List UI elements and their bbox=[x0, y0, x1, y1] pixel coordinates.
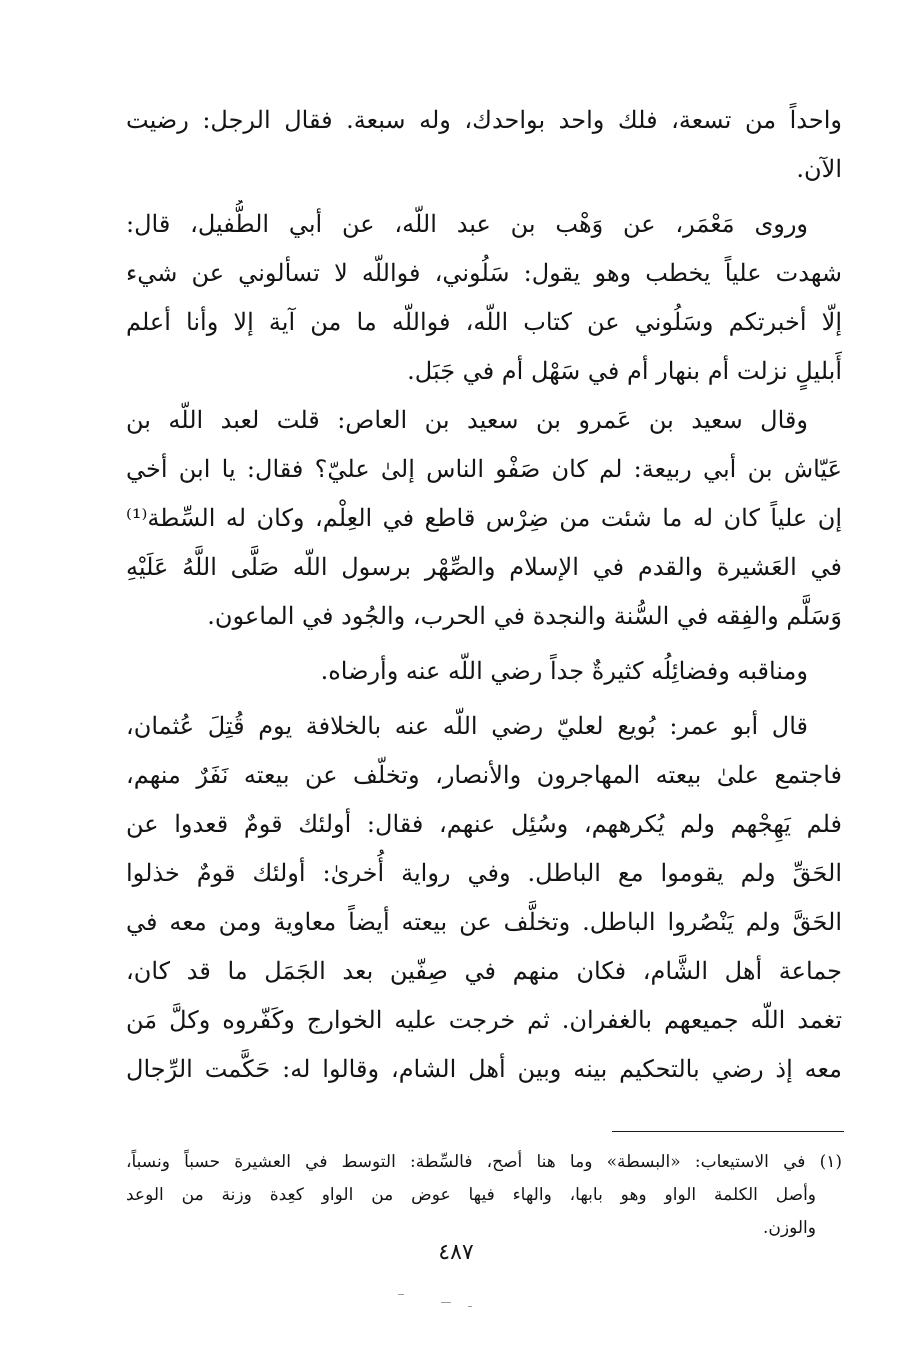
footnote-line: والوزن. bbox=[763, 1218, 816, 1238]
text-line: في العَشيرة والقدم في الإسلام والصِّهْر برسول اللّه صَلَّى اللَّهُ عَلَيْهِ bbox=[126, 553, 842, 581]
text-line: فلم يَهِجْهم ولم يُكرههم، وسُئِل عنهم، فقال: أولئك قومٌ قعدوا عن bbox=[126, 810, 842, 838]
text-line: عَيّاش بن أبي ربيعة: لم كان صَفْو الناس إلىٰ عليّ؟ فقال: يا ابن أخي bbox=[126, 455, 842, 483]
text-line: شهدت علياً يخطب وهو يقول: سَلُوني، فواللّه لا تسألوني عن شيء bbox=[126, 259, 842, 287]
text-line: إلّا أخبرتكم وسَلُوني عن كتاب اللّه، فواللّه ما من آية إلا وأنا أعلم bbox=[126, 308, 842, 336]
paragraph-3 bbox=[126, 396, 842, 641]
footnote-line: (١) في الاستيعاب: «البسطة» وما هنا أصح، فالسِّطة: التوسط في العشيرة حسباً ونسباً، bbox=[126, 1152, 842, 1172]
text-line: وَسَلَّم والفِقه في السُّنة والنجدة في الحرب، والجُود في الماعون. bbox=[207, 602, 842, 630]
text-line: معه إذ رضي بالتحكيم بينه وبين أهل الشام، وقالوا له: حَكَّمت الرِّجال bbox=[126, 1055, 842, 1083]
text-line: فاجتمع علىٰ بيعته المهاجرون والأنصار، وتخلّف عن بيعته نَفَرٌ منهم، bbox=[126, 761, 842, 789]
scan-speck bbox=[441, 1302, 451, 1303]
paragraph-5 bbox=[126, 702, 842, 1094]
footnote-divider bbox=[612, 1131, 844, 1132]
text-line: وقال سعيد بن عَمرو بن سعيد بن العاص: قلت لعبد اللّه بن bbox=[126, 406, 808, 434]
text-line: الحَقَّ ولم يَنْصُروا الباطل. وتخلَّف عن بيعته أيضاً معاوية ومن معه في bbox=[126, 908, 842, 936]
text-line: الحَقِّ ولم يقوموا مع الباطل. وفي رواية أُخرىٰ: أولئك قومٌ خذلوا bbox=[126, 859, 842, 887]
text-line: تغمد اللّه جميعهم بالغفران. ثم خرجت عليه الخوارج وكَفّروه وكلَّ مَن bbox=[126, 1006, 842, 1034]
page-number: ٤٨٧ bbox=[438, 1240, 474, 1265]
scan-speck bbox=[468, 1306, 472, 1307]
text-line: الآن. bbox=[796, 155, 842, 183]
scan-speck bbox=[398, 1294, 404, 1295]
main-text bbox=[126, 96, 842, 1094]
text-line: جماعة أهل الشَّام، فكان منهم في صِفّين بعد الجَمَل ما قد كان، bbox=[126, 957, 842, 985]
text-line: إن علياً كان له ما شئت من ضِرْس قاطع في العِلْم، وكان له السِّطة⁽¹⁾ bbox=[126, 504, 842, 532]
footnote-line: وأصل الكلمة الواو وهو بابها، والهاء فيها عوض من الواو كعِدة وزنة من الوعد bbox=[126, 1185, 817, 1205]
text-line: قال أبو عمر: بُويع لعليّ رضي اللّه عنه بالخلافة يوم قُتِلَ عُثمان، bbox=[126, 712, 808, 740]
text-line: ومناقبه وفضائِلُه كثيرةٌ جداً رضي اللّه عنه وأرضاه. bbox=[320, 657, 808, 685]
text-line: أَبليلٍ نزلت أم بنهار أم في سَهْل أم في جَبَل. bbox=[407, 357, 842, 385]
paragraph-1 bbox=[126, 96, 842, 194]
paragraph-4 bbox=[126, 647, 842, 696]
footnote bbox=[126, 1146, 842, 1245]
text-line: وروى مَعْمَر، عن وَهْب بن عبد اللّه، عن أبي الطُّفيل، قال: bbox=[126, 210, 808, 238]
paragraph-2 bbox=[126, 200, 842, 396]
text-line: واحداً من تسعة، فلك واحد بواحدك، وله سبعة. فقال الرجل: رضيت bbox=[126, 106, 842, 134]
